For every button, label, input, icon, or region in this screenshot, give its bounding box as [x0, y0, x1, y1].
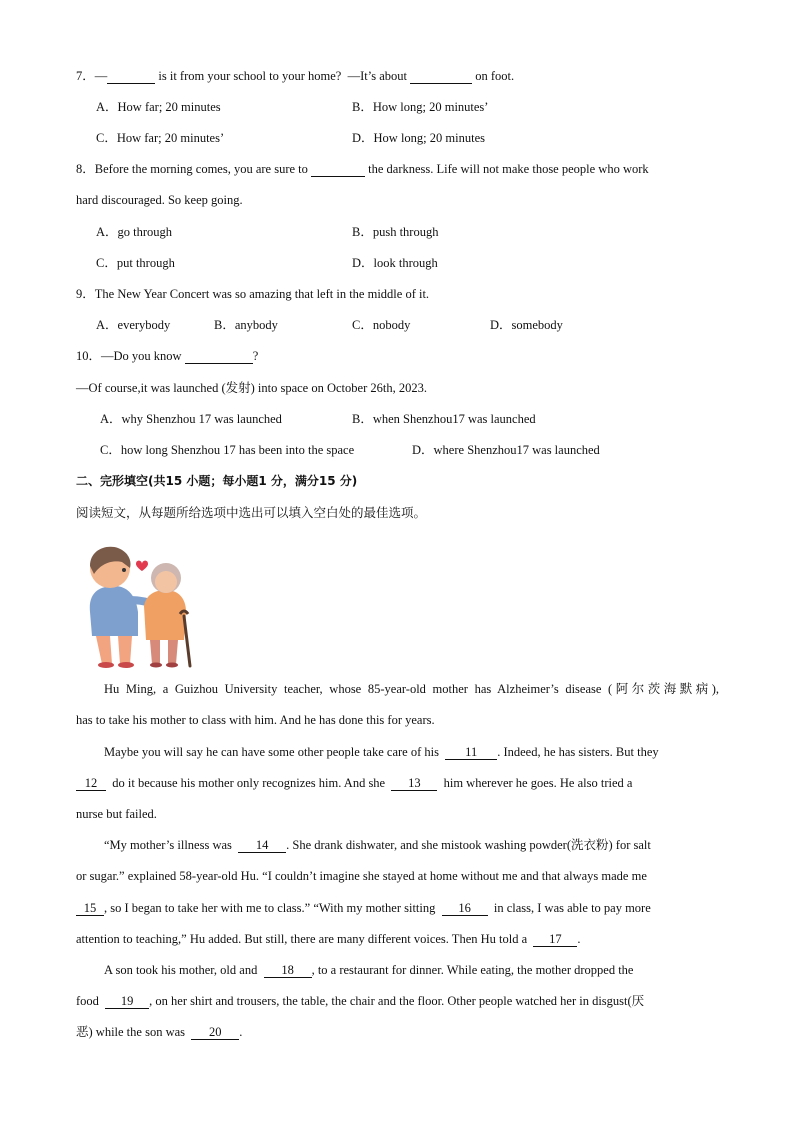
cloze-blank-13[interactable]: 13 — [391, 776, 437, 791]
section-instruction: 阅读短文，从每题所给选项中选出可以填入空白处的最佳选项。 — [76, 505, 427, 520]
passage-line: attention to teaching,” Hu added. But still, there are many different voices. Then Hu told a 17 . — [76, 932, 581, 946]
answer-blank — [410, 69, 472, 84]
passage-line: has to take his mother to class with him. And he has done this for years. — [76, 713, 435, 727]
passage-line: 15 , so I began to take her with me to class.” “With my mother sitting 16 in class, I was able to pay more — [76, 900, 651, 916]
option-c[interactable]: C．put through — [96, 256, 175, 270]
option-c[interactable]: C．how long Shenzhou 17 has been into the space — [100, 443, 355, 457]
passage-line: food 19 , on her shirt and trousers, the table, the chair and the floor. Other people watched her in disgust(厌 — [76, 994, 645, 1008]
cloze-blank-19[interactable]: 19 — [105, 994, 149, 1009]
passage-line: Hu Ming, a Guizhou University teacher, whose 85-year-old mother has Alzheimer’s disease (阿尔茨海默病), — [104, 682, 719, 696]
option-b[interactable]: B．push through — [352, 225, 439, 239]
option-d[interactable]: D．where Shenzhou17 was launched — [412, 443, 600, 457]
question-10-reply: —Of course,it was launched (发射) into space on October 26th, 2023. — [76, 381, 427, 395]
passage-line: Maybe you will say he can have some other people take care of his 11 . Indeed, he has sisters. But they — [104, 745, 659, 759]
heart-icon — [136, 561, 148, 571]
option-a[interactable]: A．How far; 20 minutes — [96, 100, 221, 114]
answer-blank — [185, 349, 253, 364]
option-c[interactable]: C．How far; 20 minutes’ — [96, 131, 225, 145]
passage-line: A son took his mother, old and 18 , to a restaurant for dinner. While eating, the mother dropped the — [104, 963, 634, 977]
passage-line: 恶) while the son was 20 . — [76, 1025, 243, 1039]
question-number: 7． — [76, 69, 95, 83]
section-heading: 二、完形填空(共15 小题；每小题1 分，满分15 分) — [76, 474, 358, 488]
answer-blank — [107, 69, 155, 84]
cloze-blank-12[interactable]: 12 — [76, 776, 106, 791]
question-number: 10． — [76, 349, 102, 363]
question-number: 8． — [76, 162, 95, 176]
option-c[interactable]: C．nobody — [352, 318, 411, 332]
question-7: 7．— is it from your school to your home? —It’s about on foot. — [76, 69, 515, 83]
option-d[interactable]: D．look through — [352, 256, 438, 270]
option-b[interactable]: B．when Shenzhou17 was launched — [352, 412, 536, 426]
option-a[interactable]: A．go through — [96, 225, 173, 239]
passage-line: 12 do it because his mother only recognizes him. And she 13 him wherever he goes. He also tried a — [76, 775, 632, 791]
question-8: 8．Before the morning comes, you are sure to the darkness. Life will not make those people who work — [76, 162, 649, 176]
cloze-blank-15[interactable]: 15 — [76, 901, 104, 916]
option-a[interactable]: A．everybody — [96, 318, 171, 332]
option-b[interactable]: B．How long; 20 minutes’ — [352, 100, 489, 114]
option-a[interactable]: A．why Shenzhou 17 was launched — [100, 412, 282, 426]
cloze-blank-16[interactable]: 16 — [442, 901, 488, 916]
cloze-blank-18[interactable]: 18 — [264, 963, 312, 978]
option-b[interactable]: B．anybody — [214, 318, 278, 332]
question-8-continued: hard discouraged. So keep going. — [76, 193, 243, 207]
question-9: 9．The New Year Concert was so amazing that left in the middle of it. — [76, 287, 430, 301]
question-number: 9． — [76, 287, 95, 301]
passage-line: “My mother’s illness was 14 . She drank dishwater, and she mistook washing powder(洗衣粉) for salt — [104, 838, 651, 852]
answer-blank — [311, 162, 365, 177]
cloze-blank-11[interactable]: 11 — [445, 745, 497, 760]
option-d[interactable]: D．somebody — [490, 318, 563, 332]
cloze-blank-14[interactable]: 14 — [238, 838, 286, 853]
passage-line: nurse but failed. — [76, 807, 157, 821]
cloze-blank-17[interactable]: 17 — [533, 932, 577, 947]
question-10: 10．—Do you know ? — [76, 349, 259, 363]
passage-line: or sugar.” explained 58-year-old Hu. “I couldn’t imagine she stayed at home without me and that always made me — [76, 869, 647, 883]
son-and-mother-illustration — [80, 540, 198, 668]
cloze-blank-20[interactable]: 20 — [191, 1025, 239, 1040]
option-d[interactable]: D．How long; 20 minutes — [352, 131, 485, 145]
